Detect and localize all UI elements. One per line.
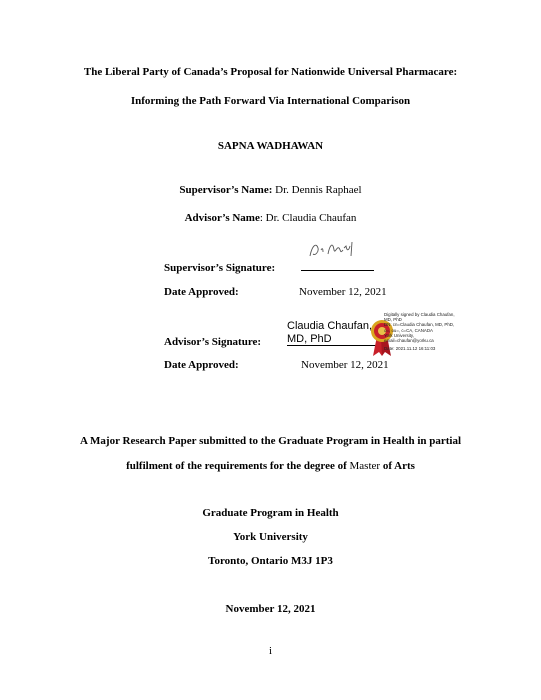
supervisor-signature-line (301, 270, 374, 271)
title-line-2: Informing the Path Forward Via International Comparison (130, 95, 411, 107)
date-approved-label-1: Date Approved: (164, 286, 239, 298)
advisor-name: Dr. Claudia Chaufan (265, 212, 357, 224)
digital-signature-line-5: York University, (384, 332, 415, 338)
digital-signature-line-1: Digitally signed by Claudia Chaufan, (384, 312, 455, 317)
submission-line-2-tail: of Arts (380, 460, 415, 472)
submission-line-1: A Major Research Paper submitted to the Graduate Program in Health in partial (79, 435, 462, 447)
advisor-signature-name (287, 320, 372, 346)
supervisor-signature-label: Supervisor’s Signature: (164, 262, 276, 274)
date-approved-value-2: November 12, 2021 (301, 359, 389, 371)
supervisor-line (0, 184, 541, 196)
digital-signature-line-4: o=, ou=, c=CA, CANADA (384, 327, 433, 333)
advisor-line (0, 212, 541, 224)
date-approved-value-1: November 12, 2021 (299, 286, 387, 298)
supervisor-name: Dr. Dennis Raphael (275, 184, 362, 196)
digital-signature-line-7: Date: 2021.11.12 16:11:03 (384, 346, 436, 352)
advisor-signature-label: Advisor’s Signature: (164, 336, 262, 348)
university-name: York University (233, 531, 308, 543)
digital-signature-block (384, 312, 455, 351)
advisor-label: Advisor’s Name (184, 212, 260, 224)
submission-line-2-bold: fulfilment of the requirements for the degree of (126, 460, 350, 472)
program-name: Graduate Program in Health (202, 507, 339, 519)
date-approved-label-2: Date Approved: (164, 359, 239, 371)
submission-degree: Master (349, 460, 381, 472)
advisor-colon: : (259, 212, 263, 224)
author-name: SAPNA WADHAWAN (217, 140, 324, 152)
submission-line-2 (0, 460, 541, 472)
university-location: Toronto, Ontario M3J 1P3 (208, 555, 333, 567)
digital-signature-line-6: email=chaufan@yorku.ca (384, 338, 434, 344)
supervisor-signature-scribble (306, 238, 356, 264)
title-line-1: The Liberal Party of Canada’s Proposal for Nationwide Universal Pharmacare: (83, 66, 458, 78)
supervisor-label: Supervisor’s Name: (179, 184, 273, 196)
advisor-signature-name-line-1: Claudia Chaufan, (287, 320, 373, 332)
advisor-signature-line (287, 345, 377, 346)
page-number: i (268, 645, 273, 657)
advisor-signature-name-line-2: MD, PhD (287, 333, 332, 345)
digital-signature-line-3: DN: cn=Claudia Chaufan, MD, PhD, (384, 322, 455, 328)
submission-date: November 12, 2021 (225, 603, 316, 615)
digital-signature-line-2: MD, PhD (384, 317, 402, 323)
